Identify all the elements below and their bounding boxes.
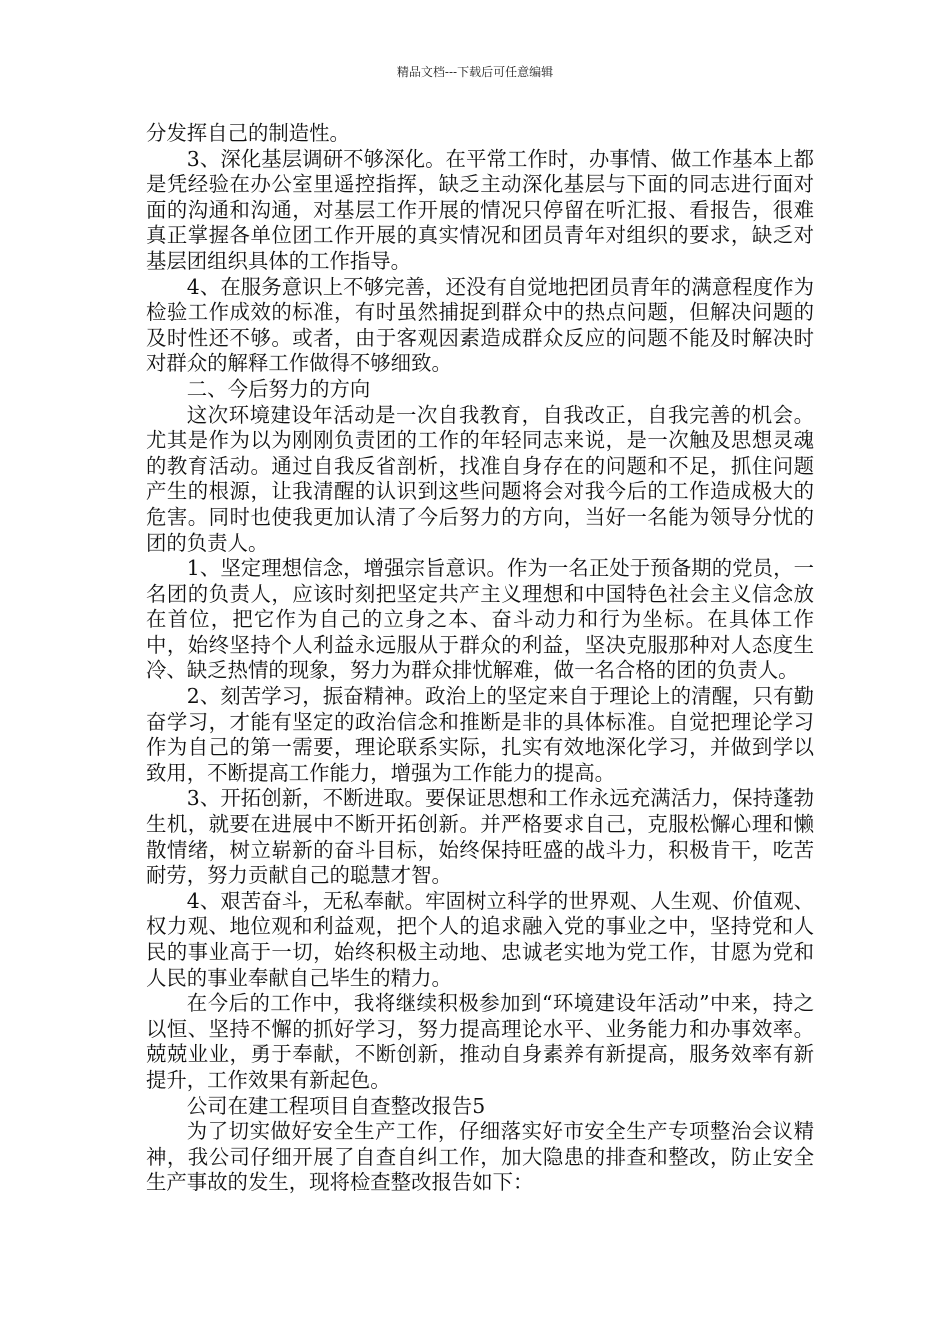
section-heading-future-direction: 二、今后努力的方向 — [186, 376, 371, 401]
paragraph-intro-activity: 这次环境建设年活动是一次自我教育，自我改正，自我完善的机会。尤其是作为以为刚刚负责团的工作的年轻同志来说，是一次触及思想灵魂的教育活动。通过自我反省剖析，找准自身存在的问题和不足，抓住问题产生的根源，让我清醒的认识到这些问题将会对我今后的工作造成极大的危害。同时也使我更加认清了今后努力的方向，当好一名能为领导分忧的团的负责人。 — [146, 402, 814, 555]
document-body — [146, 121, 814, 1196]
paragraph-continuation: 分发挥自己的制造性。 — [146, 121, 350, 145]
paragraph-goal-3-innovation: 3、开拓创新，不断进取。要保证思想和工作永远充满活力，保持蓬勃生机，就要在进展中不断开拓创新。并严格要求自己，克服松懈心理和懒散情绪，树立崭新的奋斗目标，始终保持旺盛的战斗力，积极肯干，吃苦耐劳，努力贡献自己的聪慧才智。 — [146, 786, 814, 888]
paragraph-conclusion: 在今后的工作中，我将继续积极参加到“环境建设年活动”中来，持之以恒、坚持不懈的抓好学习，努力提高理论水平、业务能力和办事效率。兢兢业业，勇于奉献，不断创新，推动自身素养有新提高，服务效率有新提升，工作效果有新起色。 — [146, 991, 814, 1092]
paragraph-item-4-service: 4、在服务意识上不够完善，还没有自觉地把团员青年的满意程度作为检验工作成效的标准，有时虽然捕捉到群众中的热点问题，但解决问题的及时性还不够。或者，由于客观因素造成群众反应的问题不能及时解决时对群众的解释工作做得不够细致。 — [146, 274, 814, 376]
page-header: 精品文档---下载后可任意编辑 — [396, 65, 554, 79]
paragraph-goal-4-dedication: 4、艰苦奋斗，无私奉献。牢固树立科学的世界观、人生观、价值观、权力观、地位观和利益观，把个人的追求融入党的事业之中，坚持党和人民的事业高于一切，始终积极主动地、忠诚老实地为党工作，甘愿为党和人民的事业奉献自己毕生的精力。 — [146, 888, 814, 990]
paragraph-item-3-research: 3、深化基层调研不够深化。在平常工作时，办事情、做工作基本上都是凭经验在办公室里遥控指挥，缺乏主动深化基层与下面的同志进行面对面的沟通和沟通，对基层工作开展的情况只停留在听汇报、看报告，很难真正掌握各单位团工作开展的真实情况和团员青年对组织的要求，缺乏对基层团组织具体的工作指导。 — [146, 146, 814, 273]
paragraph-goal-2-study: 2、刻苦学习，振奋精神。政治上的坚定来自于理论上的清醒，只有勤奋学习，才能有坚定的政治信念和推断是非的具体标准。自觉把理论学习作为自己的第一需要，理论联系实际，扎实有效地深化学习，并做到学以致用，不断提高工作能力，增强为工作能力的提高。 — [146, 684, 814, 785]
paragraph-report-intro: 为了切实做好安全生产工作，仔细落实好市安全生产专项整治会议精神，我公司仔细开展了自查自纠工作，加大隐患的排查和整改，防止安全生产事故的发生，现将检查整改报告如下： — [146, 1119, 814, 1195]
report-title: 公司在建工程项目自查整改报告5 — [186, 1093, 486, 1118]
paragraph-goal-1-ideals: 1、坚定理想信念，增强宗旨意识。作为一名正处于预备期的党员，一名团的负责人，应该时刻把坚定共产主义理想和中国特色社会主义信念放在首位，把它作为自己的立身之本、奋斗动力和行为坐标。在具体工作中，始终坚持个人利益永远服从于群众的利益，坚决克服那种对人态度生冷、缺乏热情的现象，努力为群众排忧解难，做一名合格的团的负责人。 — [146, 556, 814, 683]
